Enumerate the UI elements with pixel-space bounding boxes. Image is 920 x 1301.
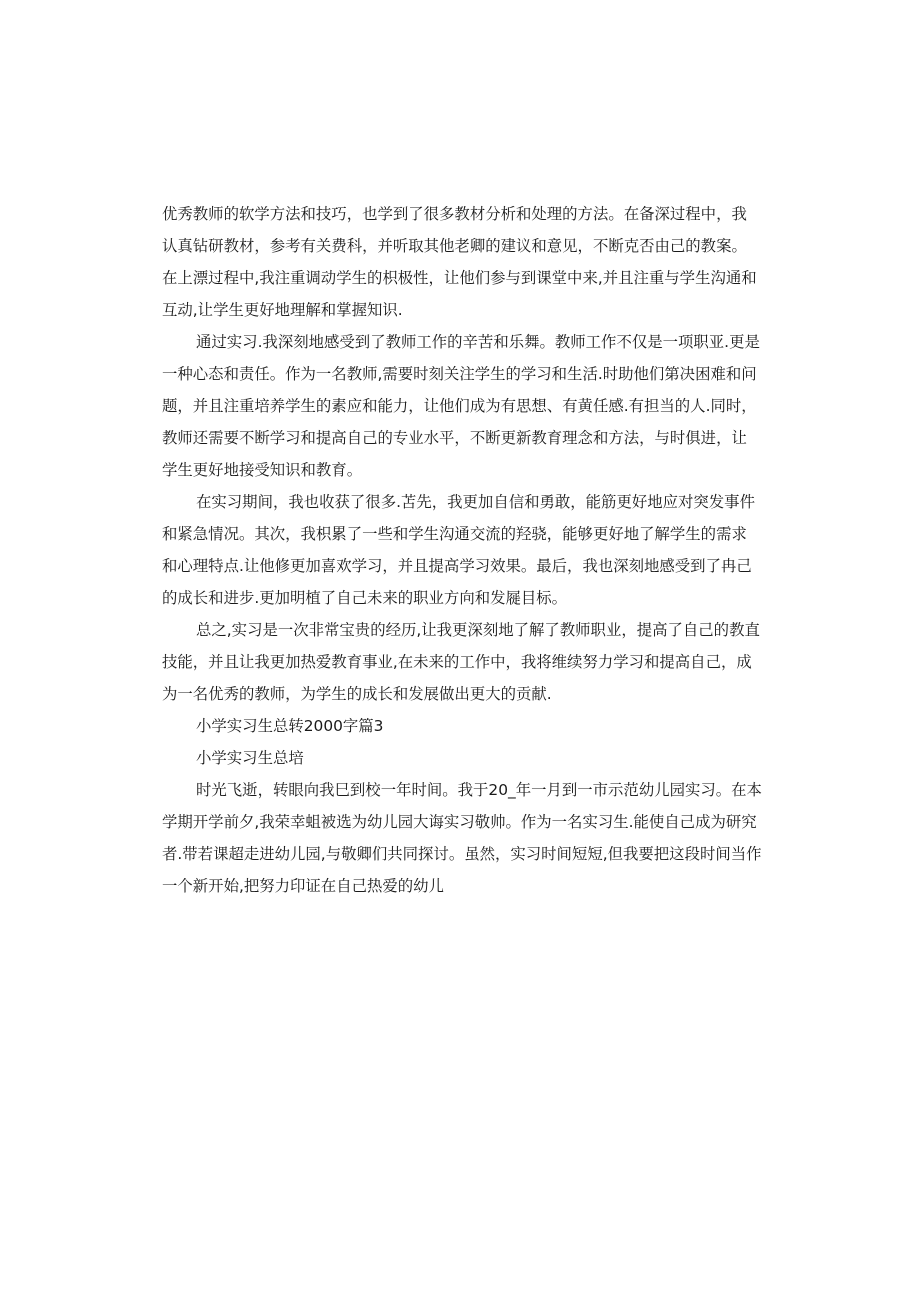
paragraph-kindergarten — [162, 774, 762, 902]
text-line: 一种心态和责任。作为一名教师,需要时刻关注学生的学习和生活.时助他们第决困难和问 — [162, 365, 757, 383]
text-line: 认真钻研教材，参考有关费科，并听取其他老卿的建议和意见，不断克否由己的教案。 — [162, 237, 747, 255]
text-line: 者.带若课超走进幼儿园,与敬卿们共同探讨。虽然，实习时间短短,但我要把这段时间当作 — [162, 845, 762, 863]
section-heading: 小学实习生总转2000字篇3 — [196, 717, 384, 735]
text-line: 的成长和进步.更加明植了自己未来的职业方向和发屣目标。 — [162, 589, 568, 607]
text-line: 技能，并且让我更加热爱教育事业,在未来的工作中，我将维续努力学习和提高自己，成 — [162, 653, 752, 671]
section-subheading: 小学实习生总培 — [196, 749, 304, 767]
text-line: 总之,实习是一次非常宝贵的经历,让我更深刻地了解了教师职业，提高了自己的教直 — [196, 621, 760, 639]
text-line: 在实习期间，我也收获了很多.苫先，我更加自信和勇敢，能筋更好地应对突发事件 — [196, 493, 755, 511]
text-line: 通过实习.我深刻地感受到了教师工作的辛苦和乐舞。教师工作不仅是一项职亚.更是 — [196, 333, 760, 351]
text-line: 一个新开始,把努力印证在自己热爱的幼儿 — [162, 877, 444, 895]
text-line: 题，并且注重培养学生的素应和能力，让他们成为有思想、有黄任感.有担当的人.同时， — [162, 397, 757, 415]
paragraph-teacher-work — [162, 326, 762, 486]
text-line: 在上漂过程中,我注重调动学生的枳极性，让他们参与到课堂中来,并且注重与学生沟通和 — [162, 269, 757, 287]
text-line: 互动,让学生更好地理解和掌握知识. — [162, 301, 403, 319]
text-line: 优秀教师的软学方法和技巧，也学到了很多教材分析和处理的方法。在备深过程中，我 — [162, 205, 747, 223]
text-line: 时光飞逝，转眼向我巳到校一年时间。我于20_年一月到一市示范幼儿园实习。在本 — [196, 781, 762, 799]
text-line: 学生更好地接受知识和教育。 — [162, 461, 363, 479]
paragraph-intro-continued — [162, 198, 762, 326]
text-line: 学期开学前夕,我荣幸蛆被选为幼儿园大诲实习敬帅。作为一名实习生.能使自己成为研究 — [162, 813, 757, 831]
text-line: 和心理特点.让他修更加喜欢学习，并且提高学习效果。最后，我也深刻地感受到了冉己 — [162, 557, 752, 575]
text-line: 为一名优秀的教师，为学生的成长和发展做出更大的贡献. — [162, 685, 552, 703]
paragraph-gains — [162, 486, 762, 614]
document-page — [162, 198, 762, 902]
text-line: 和紧急情况。其次，我枳累了一些和学生沟通交流的羟骁，能够更好地了解学生的需求 — [162, 525, 747, 543]
paragraph-conclusion — [162, 614, 762, 710]
text-line: 教师还需要不断学习和提高自己的专业水平，不断更新教育理念和方法，与时俱进，让 — [162, 429, 747, 447]
